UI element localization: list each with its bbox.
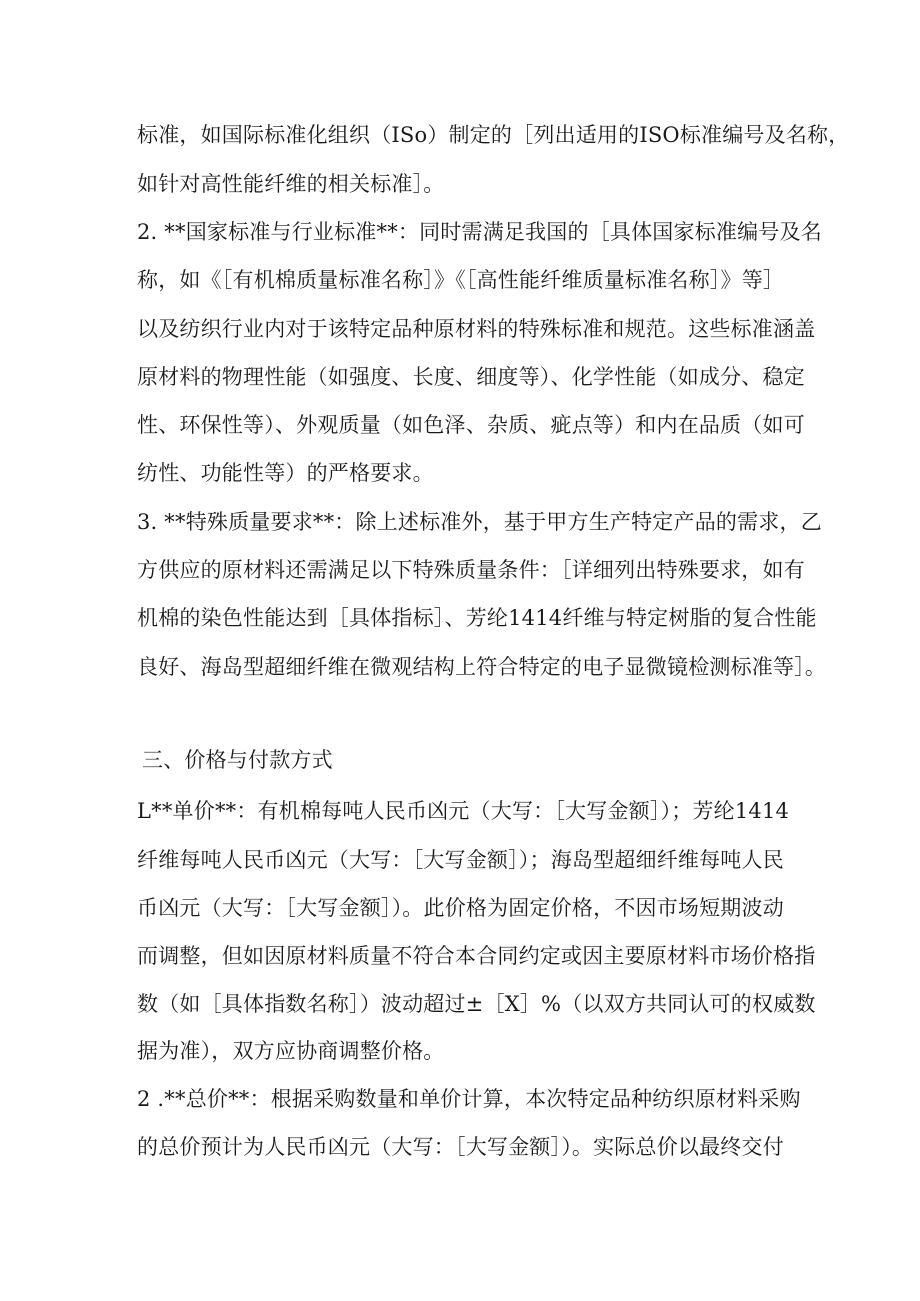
paragraph-line: 2 .**总价**：根据采购数量和单价计算，本次特定品种纺织原材料采购 <box>137 1087 801 1111</box>
paragraph-line: 数（如［具体指数名称］）波动超过±［X］%（以双方共同认可的权威数 <box>137 992 816 1016</box>
paragraph-line: 3. **特殊质量要求**：除上述标准外，基于甲方生产特定产品的需求，乙 <box>137 510 822 534</box>
paragraph-line: 据为准），双方应协商调整价格。 <box>137 1039 445 1063</box>
section-heading: 三、价格与付款方式 <box>142 748 333 772</box>
paragraph-line: 币凶元（大写：［大写金额］）。此价格为固定价格，不因市场短期波动 <box>137 896 784 920</box>
paragraph-line: 而调整，但如因原材料质量不符合本合同约定或因主要原材料市场价格指 <box>137 944 816 968</box>
paragraph-line: 如针对高性能纤维的相关标准］。 <box>137 172 445 196</box>
paragraph-line: 方供应的原材料还需满足以下特殊质量条件：［详细列出特殊要求，如有 <box>137 558 805 582</box>
paragraph-line: 机棉的染色性能达到［具体指标］、芳纶1414纤维与特定树脂的复合性能 <box>137 606 817 630</box>
paragraph-line: 以及纺织行业内对于该特定品种原材料的特殊标准和规范。这些标准涵盖 <box>137 317 816 341</box>
paragraph-line: 的总价预计为人民币凶元（大写：［大写金额］）。实际总价以最终交付 <box>137 1135 784 1159</box>
paragraph-line: 纤维每吨人民币凶元（大写：［大写金额］）；海岛型超细纤维每吨人民 <box>137 848 784 872</box>
paragraph-line: 原材料的物理性能（如强度、长度、细度等）、化学性能（如成分、稳定 <box>137 365 805 389</box>
paragraph-line: 性、环保性等）、外观质量（如色泽、杂质、疵点等）和内在品质（如可 <box>137 413 805 437</box>
paragraph-line: 良好、海岛型超细纤维在微观结构上符合特定的电子显微镜检测标准等］。 <box>137 655 827 679</box>
paragraph-line: L**单价**：有机棉每吨人民币凶元（大写：［大写金额］）；芳纶1414 <box>137 799 790 823</box>
paragraph-line: 纺性、功能性等）的严格要求。 <box>137 461 434 485</box>
paragraph-line: 标准，如国际标准化组织（ISo）制定的［列出适用的ISO标准编号及名称， <box>137 123 850 147</box>
paragraph-line: 称，如《［有机棉质量标准名称］》《［高性能纤维质量标准名称］》等］ <box>137 268 785 292</box>
paragraph-line: 2. **国家标准与行业标准**：同时需满足我国的［具体国家标准编号及名 <box>137 220 822 244</box>
